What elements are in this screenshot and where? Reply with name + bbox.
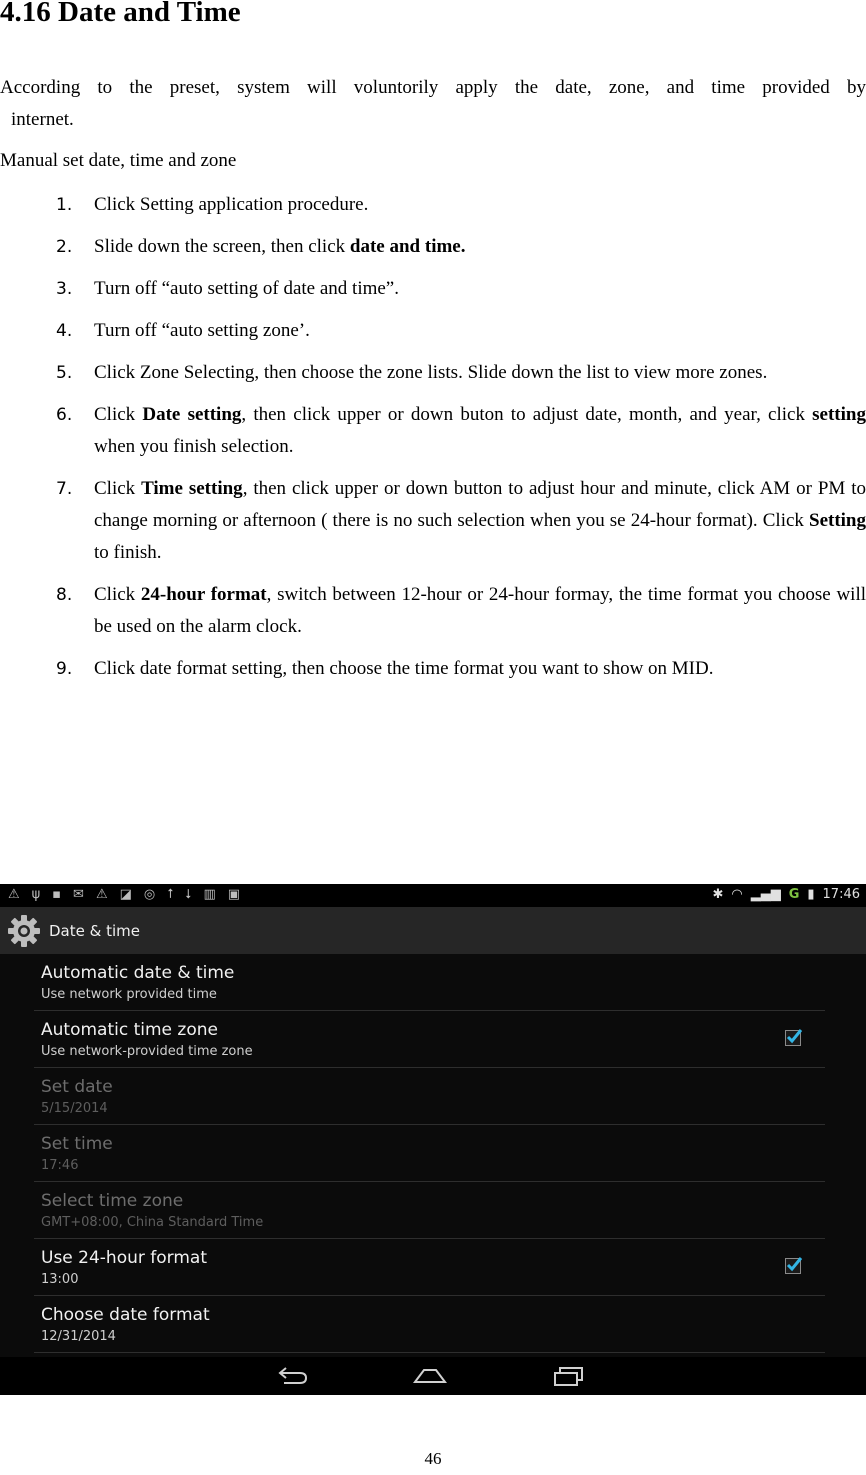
status-clock: 17:46 [822,887,860,902]
row-subtitle: GMT+08:00, China Standard Time [41,1215,264,1230]
system-icons [712,887,860,902]
step-text: Turn off “auto setting zone’. [94,320,310,341]
action-bar-title: Date & time [49,922,140,940]
row-subtitle: 12/31/2014 [41,1329,116,1344]
automatic-date-time-row[interactable] [34,954,825,1011]
step-bold-text: setting [812,404,866,425]
step-text: , then click upper or down button to adjust hour and minute, click AM or PM to change morning or afternoon ( there is no such selection when you se 24-hour format). Click [94,478,866,531]
step-bold-text: date and time. [349,236,466,257]
checkmark-icon [785,1255,803,1273]
step-item [0,315,866,347]
manual-heading: Manual set date, time and zone [0,150,237,171]
upload-icon: ⭡ [167,887,174,902]
step-number: 1. [56,195,73,215]
section-title: 4.16 Date and Time [0,0,241,28]
usb-icon: ψ [31,887,41,902]
step-text: Click Zone Selecting, then choose the zone lists. Slide down the list to view more zones. [94,362,768,383]
row-subtitle: 5/15/2014 [41,1101,108,1116]
bluetooth-icon: ✱ [712,887,724,902]
settings-gear-icon[interactable] [6,913,42,949]
signal-icon: ▂▄▆ [750,887,781,902]
step-item [0,357,866,389]
step-text: Click date format setting, then choose the time format you want to show on MID. [94,658,714,679]
step-text: Click [94,584,141,605]
step-text: Click Setting application procedure. [94,194,369,215]
step-item [0,473,866,569]
use-24-hour-format-checkbox[interactable] [785,1258,801,1274]
wifi-icon: ◠ [731,887,743,902]
step-text: Slide down the screen, then click [94,236,350,257]
lock-icon: ▪ [52,887,62,902]
step-item [0,231,866,263]
row-title: Choose date format [41,1305,210,1325]
warning-icon: ⚠ [8,887,20,902]
battery-icon: ▮ [807,887,815,902]
row-subtitle: 17:46 [41,1158,79,1173]
step-number: 4. [56,321,73,341]
step-item [0,653,866,685]
row-subtitle: 13:00 [41,1272,79,1287]
row-title: Set time [41,1134,113,1154]
network-type: G [788,887,800,902]
step-bold-text: Time setting [141,478,243,499]
step-number: 8. [56,585,73,605]
step-number: 9. [56,659,73,679]
step-text: to finish. [94,542,162,563]
step-bold-text: Date setting [142,404,242,425]
step-text: , switch between 12-hour or 24-hour formay, the time format you choose will be used on the alarm clock. [94,584,866,637]
bag-icon: ▣ [227,887,241,902]
checkmark-icon [785,1027,803,1045]
navigation-bar [0,1357,866,1395]
step-text: , then click upper or down buton to adjust date, month, and year, click [241,404,813,425]
set-date-row[interactable] [34,1068,825,1125]
page-number: 46 [424,1449,442,1468]
status-bar [0,884,866,907]
warning-icon: ⚠ [95,887,108,902]
android-screenshot [0,884,866,1395]
step-item [0,189,866,221]
step-text: Click [94,478,142,499]
row-title: Select time zone [41,1191,184,1211]
notification-icons [8,887,240,902]
step-number: 6. [56,405,73,425]
no-signal-icon: ◪ [119,887,132,902]
automatic-time-zone-row[interactable] [34,1011,825,1068]
use-24-hour-format-row[interactable] [34,1239,825,1296]
step-item [0,399,866,463]
step-number: 2. [56,237,73,257]
row-title: Automatic date & time [41,963,235,983]
step-number: 7. [56,479,73,499]
step-bold-text: 24-hour format [140,584,267,605]
step-item [0,273,866,305]
back-icon[interactable] [276,1364,310,1388]
step-number: 3. [56,279,73,299]
settings-list [34,954,825,1353]
mail-icon: ✉ [73,887,84,902]
step-item [0,579,866,643]
intro-paragraph: According to the preset, system will voluntorily apply the date, zone, and time provided by [0,77,866,98]
download-icon: ⭣ [185,887,192,902]
recent-apps-icon[interactable] [552,1364,586,1388]
automatic-time-zone-checkbox[interactable] [785,1030,801,1046]
steps-list [0,189,866,695]
home-icon[interactable] [412,1364,448,1388]
step-text: when you finish selection. [94,436,294,457]
step-text: Turn off “auto setting of date and time”. [94,278,399,299]
set-time-row[interactable] [34,1125,825,1182]
row-title: Set date [41,1077,113,1097]
choose-date-format-row[interactable] [34,1296,825,1353]
select-time-zone-row[interactable] [34,1182,825,1239]
step-text: Click [94,404,143,425]
step-bold-text: Setting [809,510,866,531]
row-title: Automatic time zone [41,1020,218,1040]
row-subtitle: Use network-provided time zone [41,1044,253,1059]
intro-paragraph-continued: internet. [11,109,74,130]
step-number: 5. [56,363,73,383]
sync-icon: ◎ [143,887,156,902]
action-bar [0,907,866,954]
row-title: Use 24-hour format [41,1248,207,1268]
barcode-icon: ▥ [203,887,216,902]
row-subtitle: Use network provided time [41,987,217,1002]
